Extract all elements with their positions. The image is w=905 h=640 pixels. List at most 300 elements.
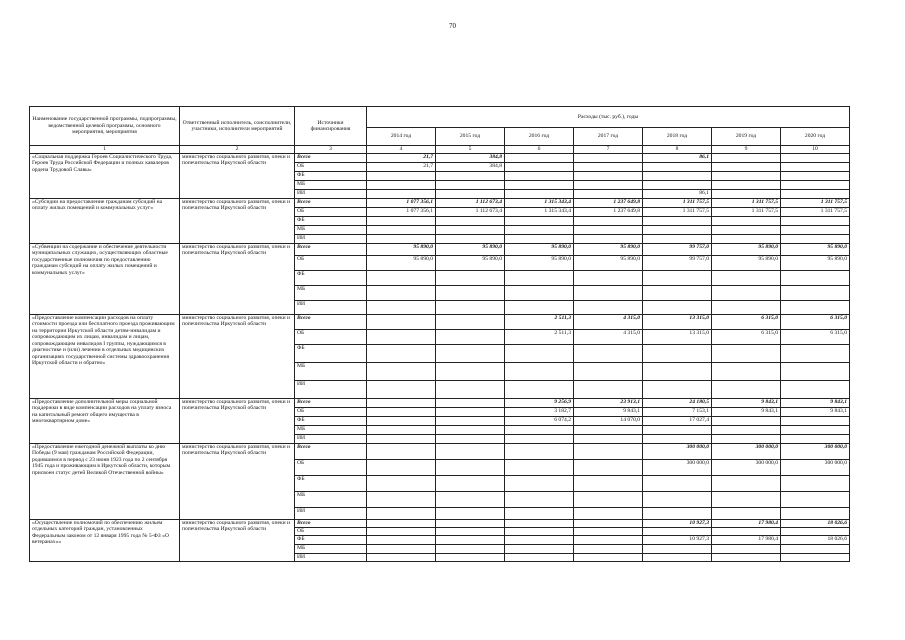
funding-source: ФБ xyxy=(295,536,367,545)
expense-value: 95 890,0 xyxy=(712,256,781,271)
funding-source: МБ xyxy=(295,545,367,554)
expense-value xyxy=(712,492,781,508)
expense-value: 18 026,6 xyxy=(781,536,850,545)
header-year: 2017 год xyxy=(574,128,643,146)
header-executor: Ответственный исполнитель, соисполнители, участники, исполнители мероприятий xyxy=(180,107,295,146)
expense-value xyxy=(574,181,643,190)
expense-value xyxy=(712,226,781,235)
funding-source: МБ xyxy=(295,492,367,508)
column-index: 5 xyxy=(436,146,505,154)
expense-value xyxy=(712,163,781,172)
expense-value xyxy=(367,172,436,181)
expense-value xyxy=(367,554,436,562)
expense-value xyxy=(781,381,850,399)
expense-value: 95 890,0 xyxy=(505,256,574,271)
expense-value xyxy=(574,190,643,199)
column-index: 4 xyxy=(367,146,436,154)
expense-value: 2 511,3 xyxy=(505,315,574,330)
expense-value xyxy=(781,345,850,363)
executor: министерство социального развития, опеки и попечительства Иркутской области xyxy=(180,199,295,244)
funding-source: Всего xyxy=(295,244,367,256)
column-index: 2 xyxy=(180,146,295,154)
expense-value xyxy=(712,286,781,301)
expense-value xyxy=(436,181,505,190)
expense-value xyxy=(712,271,781,286)
expense-value xyxy=(367,545,436,554)
expense-value xyxy=(505,492,574,508)
expense-value xyxy=(781,435,850,444)
expense-value xyxy=(643,508,712,520)
expense-value xyxy=(436,345,505,363)
executor: министерство социального развития, опеки и попечительства Иркутской области xyxy=(180,154,295,199)
expense-value xyxy=(643,345,712,363)
table-row xyxy=(30,244,850,256)
expense-value: 95 890,0 xyxy=(436,244,505,256)
expense-value: 13 315,0 xyxy=(643,315,712,330)
funding-source: МБ xyxy=(295,426,367,435)
expense-value xyxy=(367,426,436,435)
expense-value xyxy=(436,476,505,492)
funding-source: ОБ xyxy=(295,163,367,172)
expense-value xyxy=(436,286,505,301)
table-row xyxy=(30,399,850,408)
expense-value xyxy=(712,172,781,181)
header-year: 2018 год xyxy=(643,128,712,146)
expense-value xyxy=(367,508,436,520)
expense-value xyxy=(574,520,643,528)
column-index: 6 xyxy=(505,146,574,154)
expense-value xyxy=(367,217,436,226)
funding-source: ФБ xyxy=(295,172,367,181)
expense-value xyxy=(781,545,850,554)
expense-value xyxy=(643,476,712,492)
measure-name: «Осуществление полномочий по обеспечению жильем отдельных категорий граждан, установленных Федеральным законом от 12 января 1995 года № 5-ФЗ «О ветеранах»» xyxy=(30,520,180,562)
expense-value xyxy=(781,554,850,562)
expense-value xyxy=(712,154,781,163)
expense-value xyxy=(574,271,643,286)
funding-source: ФБ xyxy=(295,271,367,286)
expense-value: 2 511,3 xyxy=(505,330,574,345)
funding-source: МБ xyxy=(295,363,367,381)
page-number: 70 xyxy=(449,22,456,30)
table-row xyxy=(30,444,850,460)
expense-value: 10 927,3 xyxy=(643,520,712,528)
expense-value xyxy=(574,545,643,554)
expense-value: 13 315,0 xyxy=(643,330,712,345)
expense-value: 21,7 xyxy=(367,163,436,172)
expense-value: 95 890,0 xyxy=(574,256,643,271)
expense-value xyxy=(712,235,781,244)
expense-value xyxy=(643,163,712,172)
expense-value: 10 927,3 xyxy=(643,536,712,545)
expense-value xyxy=(505,381,574,399)
expense-value xyxy=(643,271,712,286)
expense-value: 95 890,0 xyxy=(505,244,574,256)
expense-value xyxy=(436,417,505,426)
expense-value xyxy=(574,363,643,381)
expense-value xyxy=(643,545,712,554)
funding-source: Всего xyxy=(295,199,367,208)
expense-value xyxy=(367,181,436,190)
expense-value xyxy=(436,528,505,536)
table-row xyxy=(30,520,850,528)
expense-value xyxy=(436,399,505,408)
column-index: 8 xyxy=(643,146,712,154)
expense-value xyxy=(436,554,505,562)
expense-value xyxy=(574,154,643,163)
header-source: Источники финансирования xyxy=(295,107,367,146)
column-index: 3 xyxy=(295,146,367,154)
expense-value xyxy=(436,536,505,545)
expense-value: 9 843,1 xyxy=(712,408,781,417)
expense-value xyxy=(367,460,436,476)
expense-value xyxy=(712,426,781,435)
expense-value: 24 180,5 xyxy=(643,399,712,408)
funding-source: ФБ xyxy=(295,345,367,363)
expense-value xyxy=(505,545,574,554)
expense-value xyxy=(712,381,781,399)
funding-source: ОБ xyxy=(295,208,367,217)
funding-source: ИИ xyxy=(295,508,367,520)
expense-value xyxy=(367,408,436,417)
expense-value xyxy=(574,345,643,363)
expense-value xyxy=(505,554,574,562)
expense-value xyxy=(367,190,436,199)
executor: министерство социального развития, опеки и попечительства Иркутской области xyxy=(180,244,295,315)
expense-value xyxy=(436,363,505,381)
expense-value xyxy=(505,536,574,545)
funding-source: ИИ xyxy=(295,301,367,315)
expense-value xyxy=(574,235,643,244)
expense-value: 300 000,0 xyxy=(781,444,850,460)
expense-value xyxy=(505,226,574,235)
expense-value xyxy=(505,520,574,528)
column-index: 1 xyxy=(30,146,180,154)
expense-value: 1 311 757,5 xyxy=(781,208,850,217)
expense-value xyxy=(574,217,643,226)
expense-value: 1 077 356,1 xyxy=(367,208,436,217)
expense-value xyxy=(367,435,436,444)
expense-value: 17 980,4 xyxy=(712,520,781,528)
expense-value xyxy=(574,301,643,315)
expense-value xyxy=(436,217,505,226)
expense-value xyxy=(643,286,712,301)
expense-value: 17 980,4 xyxy=(712,536,781,545)
expense-value xyxy=(505,154,574,163)
expense-value: 1 311 757,5 xyxy=(643,208,712,217)
expense-value: 23 913,1 xyxy=(574,399,643,408)
table-row xyxy=(30,154,850,163)
expense-value: 95 890,0 xyxy=(367,256,436,271)
expense-value xyxy=(643,301,712,315)
column-index: 9 xyxy=(712,146,781,154)
expense-value xyxy=(367,492,436,508)
expense-value xyxy=(436,520,505,528)
expense-value xyxy=(367,399,436,408)
expense-value xyxy=(436,408,505,417)
expense-value xyxy=(436,435,505,444)
expense-value xyxy=(574,476,643,492)
table-row xyxy=(30,199,850,208)
expense-value xyxy=(574,163,643,172)
funding-source: ОБ xyxy=(295,408,367,417)
expense-value xyxy=(436,301,505,315)
expense-value: 18 026,6 xyxy=(781,520,850,528)
expense-value xyxy=(781,181,850,190)
header-year: 2020 год xyxy=(781,128,850,146)
expense-value: 1 311 757,5 xyxy=(643,199,712,208)
expense-value: 1 311 757,5 xyxy=(712,208,781,217)
column-index: 10 xyxy=(781,146,850,154)
expense-value xyxy=(505,444,574,460)
expense-value xyxy=(712,476,781,492)
expense-value xyxy=(436,492,505,508)
expense-value xyxy=(574,226,643,235)
expense-value xyxy=(505,163,574,172)
funding-source: ОБ xyxy=(295,460,367,476)
expense-value xyxy=(712,435,781,444)
expense-value xyxy=(712,345,781,363)
expense-value xyxy=(643,363,712,381)
expense-value xyxy=(505,190,574,199)
expense-value xyxy=(367,476,436,492)
expense-value xyxy=(436,381,505,399)
funding-source: Всего xyxy=(295,315,367,330)
expense-value xyxy=(574,444,643,460)
expense-value xyxy=(436,330,505,345)
measure-name: «Субсидии на предоставление гражданам субсидий на оплату жилых помещений и коммунальных услуг» xyxy=(30,199,180,244)
expense-value xyxy=(505,426,574,435)
expense-value xyxy=(367,235,436,244)
expense-value xyxy=(505,301,574,315)
header-year: 2019 год xyxy=(712,128,781,146)
funding-source: ИИ xyxy=(295,381,367,399)
header-program: Наименование государственной программы, подпрограммы, ведомственной целевой программы, основного мероприятия, мероприятия xyxy=(30,107,180,146)
expense-value xyxy=(781,235,850,244)
expense-value xyxy=(781,226,850,235)
expense-value: 95 890,0 xyxy=(574,244,643,256)
funding-source: ИИ xyxy=(295,435,367,444)
expense-value: 1 311 757,5 xyxy=(781,199,850,208)
expense-value: 384,8 xyxy=(436,163,505,172)
expense-value xyxy=(781,476,850,492)
expense-value xyxy=(574,460,643,476)
expense-value xyxy=(574,435,643,444)
funding-source: ФБ xyxy=(295,476,367,492)
expense-value xyxy=(367,528,436,536)
expense-value: 9 256,9 xyxy=(505,399,574,408)
expense-value: 3 182,7 xyxy=(505,408,574,417)
measure-name: «Субвенции на содержание и обеспечение деятельности муниципальных служащих, осуществляющих областные государственные полномочия по предоставлению гражданам субсидий на оплату жилых помещений и коммунальных услуг» xyxy=(30,244,180,315)
expense-value xyxy=(505,508,574,520)
executor: министерство социального развития, опеки и попечительства Иркутской области xyxy=(180,399,295,444)
expense-value xyxy=(505,460,574,476)
expense-value: 86,1 xyxy=(643,190,712,199)
expense-value xyxy=(505,181,574,190)
expense-value: 300 000,0 xyxy=(643,460,712,476)
header-expenses: Расходы (тыс. руб.), годы xyxy=(367,107,850,128)
expense-value: 7 153,1 xyxy=(643,408,712,417)
executor: министерство социального развития, опеки и попечительства Иркутской области xyxy=(180,444,295,520)
expense-value xyxy=(367,536,436,545)
expense-value: 300 000,0 xyxy=(643,444,712,460)
expense-value xyxy=(367,520,436,528)
expense-value xyxy=(712,508,781,520)
expense-value xyxy=(436,444,505,460)
expense-value xyxy=(574,554,643,562)
column-index: 7 xyxy=(574,146,643,154)
expense-value: 1 315 343,4 xyxy=(505,199,574,208)
expense-value: 6 315,0 xyxy=(712,315,781,330)
expense-value xyxy=(781,301,850,315)
expense-value: 1 112 673,4 xyxy=(436,199,505,208)
expense-value xyxy=(367,330,436,345)
expense-value xyxy=(781,508,850,520)
expense-value xyxy=(781,426,850,435)
expense-value: 4 315,0 xyxy=(574,330,643,345)
expense-value xyxy=(505,172,574,181)
expense-value xyxy=(436,271,505,286)
funding-source: Всего xyxy=(295,399,367,408)
expense-value: 9 843,1 xyxy=(712,399,781,408)
expense-value: 1 237 649,8 xyxy=(574,208,643,217)
expense-value: 300 000,0 xyxy=(781,460,850,476)
expense-value xyxy=(712,554,781,562)
header-year: 2016 год xyxy=(505,128,574,146)
expense-value: 9 843,1 xyxy=(781,399,850,408)
expense-value: 6 315,0 xyxy=(781,315,850,330)
expense-value xyxy=(436,226,505,235)
expense-value: 95 890,0 xyxy=(436,256,505,271)
expense-value: 300 000,0 xyxy=(712,460,781,476)
expense-value xyxy=(643,381,712,399)
table-row xyxy=(30,315,850,330)
expense-value xyxy=(712,528,781,536)
expense-value: 1 077 356,1 xyxy=(367,199,436,208)
expense-value: 14 070,0 xyxy=(574,417,643,426)
expense-value xyxy=(574,508,643,520)
expense-value: 300 000,0 xyxy=(712,444,781,460)
expense-value: 1 311 757,5 xyxy=(712,199,781,208)
expense-value: 99 757,0 xyxy=(643,256,712,271)
expense-value xyxy=(712,190,781,199)
funding-source: ФБ xyxy=(295,217,367,226)
expense-value: 9 843,1 xyxy=(574,408,643,417)
expense-value xyxy=(367,271,436,286)
funding-source: Всего xyxy=(295,444,367,460)
expense-value: 95 890,0 xyxy=(712,244,781,256)
funding-source: ОБ xyxy=(295,330,367,345)
expense-value xyxy=(436,508,505,520)
expense-value xyxy=(367,417,436,426)
expense-value xyxy=(436,315,505,330)
expense-value: 95 890,0 xyxy=(367,244,436,256)
budget-table xyxy=(29,106,850,562)
expense-value xyxy=(643,217,712,226)
expense-value xyxy=(367,444,436,460)
expense-value xyxy=(643,172,712,181)
expense-value xyxy=(505,476,574,492)
expense-value xyxy=(505,528,574,536)
expense-value: 6 315,0 xyxy=(781,330,850,345)
expense-value xyxy=(574,536,643,545)
expense-value: 6 074,2 xyxy=(505,417,574,426)
funding-source: Всего xyxy=(295,520,367,528)
funding-source: ИИ xyxy=(295,235,367,244)
expense-value xyxy=(574,286,643,301)
expense-value xyxy=(781,172,850,181)
funding-source: ФБ xyxy=(295,417,367,426)
expense-value: 384,8 xyxy=(436,154,505,163)
expense-value xyxy=(781,286,850,301)
executor: министерство социального развития, опеки и попечительства Иркутской области xyxy=(180,315,295,399)
expense-value: 1 315 343,4 xyxy=(505,208,574,217)
expense-value xyxy=(781,417,850,426)
expense-value xyxy=(781,154,850,163)
expense-value xyxy=(643,435,712,444)
expense-value xyxy=(436,460,505,476)
expense-value xyxy=(643,235,712,244)
expense-value: 6 315,0 xyxy=(712,330,781,345)
executor: министерство социального развития, опеки и попечительства Иркутской области xyxy=(180,520,295,562)
expense-value: 95 890,0 xyxy=(781,256,850,271)
expense-value xyxy=(367,286,436,301)
funding-source: ОБ xyxy=(295,528,367,536)
expense-value xyxy=(505,363,574,381)
funding-source: ОБ xyxy=(295,256,367,271)
funding-source: МБ xyxy=(295,226,367,235)
expense-value xyxy=(781,163,850,172)
expense-value xyxy=(781,271,850,286)
measure-name: «Социальная поддержка Героев Социалистического Труда, Героев Труда Российской Федерации и полных кавалеров ордена Трудовой Славы» xyxy=(30,154,180,199)
expense-value: 95 890,0 xyxy=(781,244,850,256)
expense-value xyxy=(643,226,712,235)
funding-source: ИИ xyxy=(295,554,367,562)
expense-value xyxy=(367,381,436,399)
expense-value xyxy=(781,363,850,381)
expense-value: 4 315,0 xyxy=(574,315,643,330)
expense-value xyxy=(643,181,712,190)
expense-value xyxy=(574,492,643,508)
header-year: 2015 год xyxy=(436,128,505,146)
expense-value: 1 112 673,4 xyxy=(436,208,505,217)
header-year: 2014 год xyxy=(367,128,436,146)
expense-value xyxy=(505,235,574,244)
expense-value xyxy=(781,492,850,508)
expense-value xyxy=(367,315,436,330)
expense-value xyxy=(505,345,574,363)
expense-value: 1 237 649,8 xyxy=(574,199,643,208)
measure-name: «Предоставление компенсации расходов на оплату стоимости проезда или бесплатного проезда проживающим на территории Иркутской области детям-инвалидам и сопровождающим их лицам, инвалидам и лицам, сопровождающим инвалидов I группы, нуждающимся в диагностике и (или) лечении в отдельных медицинских организациях государственной системы здравоохранения Иркутской области и обратно» xyxy=(30,315,180,399)
expense-value: 9 843,1 xyxy=(781,408,850,417)
expense-value xyxy=(367,345,436,363)
expense-value xyxy=(712,181,781,190)
expense-value xyxy=(712,417,781,426)
expense-value xyxy=(643,554,712,562)
expense-value xyxy=(574,172,643,181)
expense-value xyxy=(505,435,574,444)
expense-value xyxy=(574,381,643,399)
expense-value xyxy=(574,426,643,435)
expense-value xyxy=(436,426,505,435)
expense-value xyxy=(781,528,850,536)
expense-value xyxy=(505,286,574,301)
expense-value xyxy=(643,492,712,508)
funding-source: ИИ xyxy=(295,190,367,199)
expense-value xyxy=(574,528,643,536)
expense-value: 99 757,0 xyxy=(643,244,712,256)
expense-value xyxy=(643,426,712,435)
